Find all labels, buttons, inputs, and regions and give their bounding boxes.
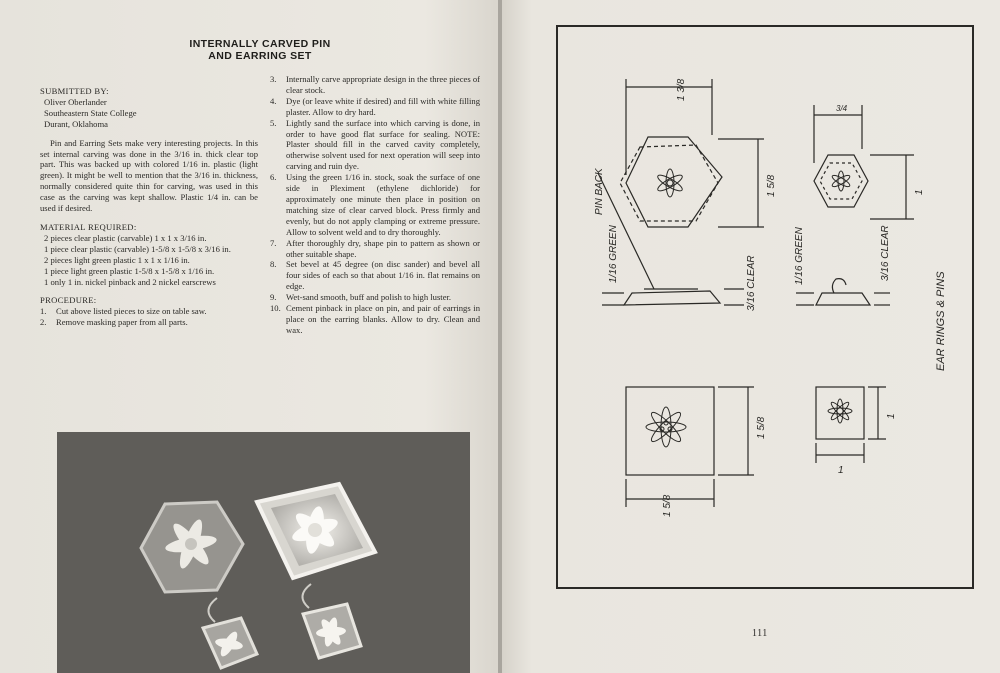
material-item: 1 piece light green plastic 1-5/8 x 1-5/8 x 1/16 in. xyxy=(44,265,215,276)
material-item: 1 only 1 in. nickel pinback and 2 nickel earscrews xyxy=(44,276,216,287)
large-hexagon-view xyxy=(620,79,764,227)
drawing-frame xyxy=(556,25,974,589)
label-clear-pin: 3/16 CLEAR xyxy=(746,255,757,311)
materials-label: MATERIAL REQUIRED: xyxy=(40,221,137,232)
procedure-step: 1. Cut above listed pieces to size on table saw. xyxy=(40,306,207,317)
intro-paragraph: Pin and Earring Sets make very interesting projects. In this set internal carving was done in the 3/16 in. thick clear top part. This was backed up with colored 1/16 in. plastic (light green). It might be well to mention that the 3/16 in. thickness, normally considered quite thin for carving, was used in this case as the carving was kept shallow. Plastic 1/4 in. can be used if desired. xyxy=(40,137,258,214)
procedure-steps-right xyxy=(270,74,480,336)
dim-side-small: 1 xyxy=(914,189,925,195)
procedure-steps-left xyxy=(40,306,258,328)
photo-illustration xyxy=(57,432,470,673)
procedure-step: 8. Set bevel at 45 degree (on disc sander) and bevel all four sides of each so that about 1/16 in. flat remains on edge. xyxy=(270,259,480,292)
left-column xyxy=(40,86,258,328)
author-place: Durant, Oklahoma xyxy=(44,118,108,129)
dim-small-square-side: 1 xyxy=(886,413,897,419)
procedure-step: 7. After thoroughly dry, shape pin to pattern as shown or other suitable shape. xyxy=(270,237,480,259)
dim-small-square-bottom: 1 xyxy=(838,465,844,476)
material-item: 2 pieces light green plastic 1 x 1 x 1/16 in. xyxy=(44,254,190,265)
author-school: Southeastern State College xyxy=(44,107,137,118)
materials-list xyxy=(40,233,258,288)
technical-drawing xyxy=(558,27,972,587)
label-clear-earring: 3/16 CLEAR xyxy=(880,225,891,281)
procedure-step: 9. Wet-sand smooth, buff and polish to high luster. xyxy=(270,292,452,303)
procedure-step: 4. Dye (or leave white if desired) and fill with white filling plaster. Allow to dry hard. xyxy=(270,95,480,117)
label-pin-back: PIN BACK xyxy=(594,168,605,215)
submitted-by-label: SUBMITTED BY: xyxy=(40,86,109,96)
small-square-view xyxy=(816,387,886,463)
product-photo xyxy=(57,432,470,673)
dim-side-large: 1 5/8 xyxy=(766,174,777,197)
large-square-view xyxy=(626,387,754,507)
material-item: 1 piece clear plastic (carvable) 1-5/8 x 1-5/8 x 3/16 in. xyxy=(44,243,231,254)
right-column xyxy=(270,74,480,336)
procedure-step: 2. Remove masking paper from all parts. xyxy=(40,317,188,328)
procedure-step: 5. Lightly sand the surface into which carving is done, in order to have good flat surface for sealing. NOTE: Plaster should fill in the carved cavity completely, otherwise solvent used for next operation will seep into carving and ruin dye. xyxy=(270,117,480,172)
procedure-step: 6. Using the green 1/16 in. stock, soak the surface of one side in Pleximent (ethylene dichloride) for approximately one minute then place in position on matching size of clear carved block. Press firmly and evenly, but do not apply clamping or extreme pressure. Allow to solvent weld and to dry thoroughly. xyxy=(270,172,480,237)
small-hexagon-view xyxy=(814,105,914,219)
page-number: 111 xyxy=(752,628,768,639)
dim-square-bottom: 1 5/8 xyxy=(662,494,673,517)
article-title xyxy=(150,38,370,62)
dim-top-small: 3/4 xyxy=(836,104,848,113)
procedure-step: 3. Internally carve appropriate design in the three pieces of clear stock. xyxy=(270,74,480,95)
procedure-step: 10. Cement pinback in place on pin, and pair of earrings in place on the earring blanks. Allow to dry. Clean and wax. xyxy=(270,303,480,335)
label-ear-rings-pins: EAR RINGS & PINS xyxy=(935,271,947,371)
procedure-label: PROCEDURE: xyxy=(40,295,97,306)
label-green-earring: 1/16 GREEN xyxy=(794,227,805,285)
author-name: Oliver Oberlander xyxy=(44,96,107,107)
dim-square-side: 1 5/8 xyxy=(756,416,767,439)
material-item: 2 pieces clear plastic (carvable) 1 x 1 x 3/16 in. xyxy=(44,232,207,243)
title-line-2: AND EARRING SET xyxy=(208,50,312,62)
label-green-pin: 1/16 GREEN xyxy=(608,225,619,283)
earring-side-view xyxy=(796,279,890,305)
pin-side-view xyxy=(598,173,744,305)
dim-top-large: 1 3/8 xyxy=(676,78,687,101)
title-line-1: INTERNALLY CARVED PIN xyxy=(189,38,331,50)
